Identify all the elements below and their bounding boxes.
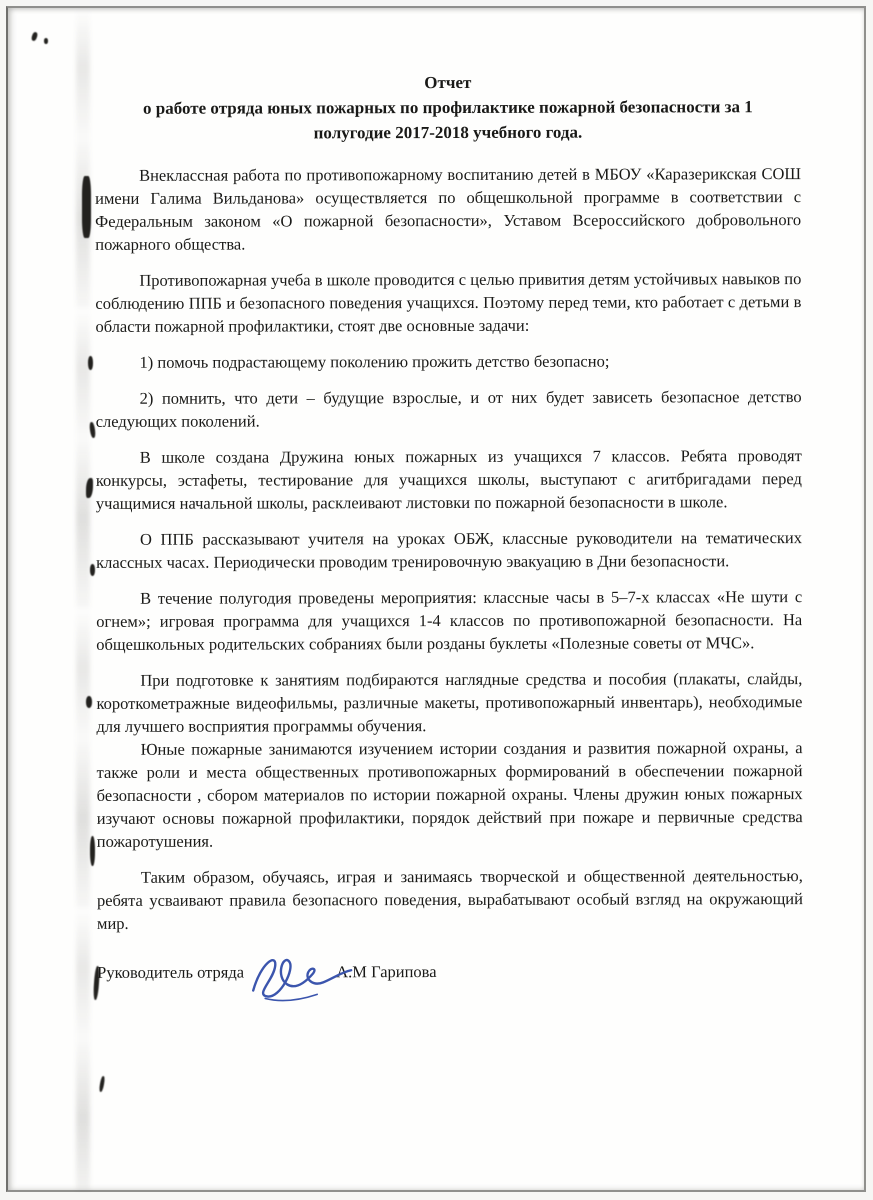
document-title (105, 69, 791, 146)
document-body (95, 69, 803, 1007)
paragraph: В течение полугодия проведены мероприятия: классные часы в 5–7-х классах «Не шути с огнем»; игровая программа для учащихся 1-4 классов по противопожарной безопасности. На общешкольных родительских собраниях были розданы буклеты «Полезные советы от МЧС». (96, 587, 803, 654)
scan-blot (90, 836, 95, 866)
scan-speck (90, 564, 95, 576)
signature-name: А.М Гарипова (336, 962, 437, 982)
paragraph: Внеклассная работа по противопожарному воспитанию детей в МБОУ «Каразерикская СОШ имени Галима Вильданова» осуществляется по общешкольной программе в соответствии с Федеральным законом «О пожарной безопасности», Уставом Всероссийского добровольного пожарного общества. (95, 164, 802, 254)
scan-blot (82, 176, 91, 238)
scanned-page (6, 6, 866, 1192)
scan-speck (99, 1076, 106, 1092)
scan-speck (88, 356, 93, 370)
paragraph: Таким образом, обучаясь, играя и занимаясь творческой и общественной деятельностью, ребята усваивают правила безопасного поведения, вырабатывают особый взгляд на окружающий мир. (96, 866, 803, 933)
scan-speck (31, 31, 39, 41)
scan-speck (86, 696, 92, 708)
paragraph: Противопожарная учеба в школе проводится с целью привития детям устойчивых навыков по соблюдению ППБ и безопасного поведения учащихся. Поэтому перед теми, кто работает с детьми в области пожарной профилактики, стоят две основные задачи: (95, 269, 802, 336)
signature-row (97, 959, 803, 1007)
paragraph: О ППБ рассказывают учителя на уроках ОБЖ, классные руководители на тематических классных часах. Периодически проводим тренировочную эвакуацию в Дни безопасности. (96, 528, 803, 572)
title-line-1: Отчет (424, 72, 472, 93)
paragraph-list-item: 1) помочь подрастающему поколению прожить детство безопасно; (139, 351, 610, 372)
paragraph-list-item: 2) помнить, что дети – будущие взрослые, и от них будет зависеть безопасное детство следующих поколений. (95, 387, 802, 431)
paragraph: В школе создана Дружина юных пожарных из учащихся 7 классов. Ребята проводят конкурсы, эстафеты, тестирование для учащихся школы, выступают с агитбригадами перед учащимися начальной школы, расклеивают листовки по пожарной безопасности в школе. (95, 446, 802, 513)
paragraph: При подготовке к занятиям подбираются наглядные средства и пособия (плакаты, слайды, короткометражные видеофильмы, различные макеты, противопожарный инвентарь), необходимые для лучшего восприятия программы обучения. (96, 669, 803, 736)
signature-label: Руководитель отряда (97, 962, 245, 982)
paragraph: Юные пожарные занимаются изучением истории создания и развития пожарной охраны, а также роли и места общественных противопожарных формирований в обеспечении пожарной безопасности , сбором материалов по истории пожарной охраны. Члены дружин юных пожарных изучают основы пожарной профилактики, порядок действий при пожаре и первичные средства пожаротушения. (96, 738, 803, 851)
scan-speck (44, 38, 48, 44)
title-line-2: о работе отряда юных пожарных по профилактике пожарной безопасности за 1 полугодие 2017-2018 учебного года. (142, 97, 753, 143)
scan-blot (86, 478, 93, 498)
